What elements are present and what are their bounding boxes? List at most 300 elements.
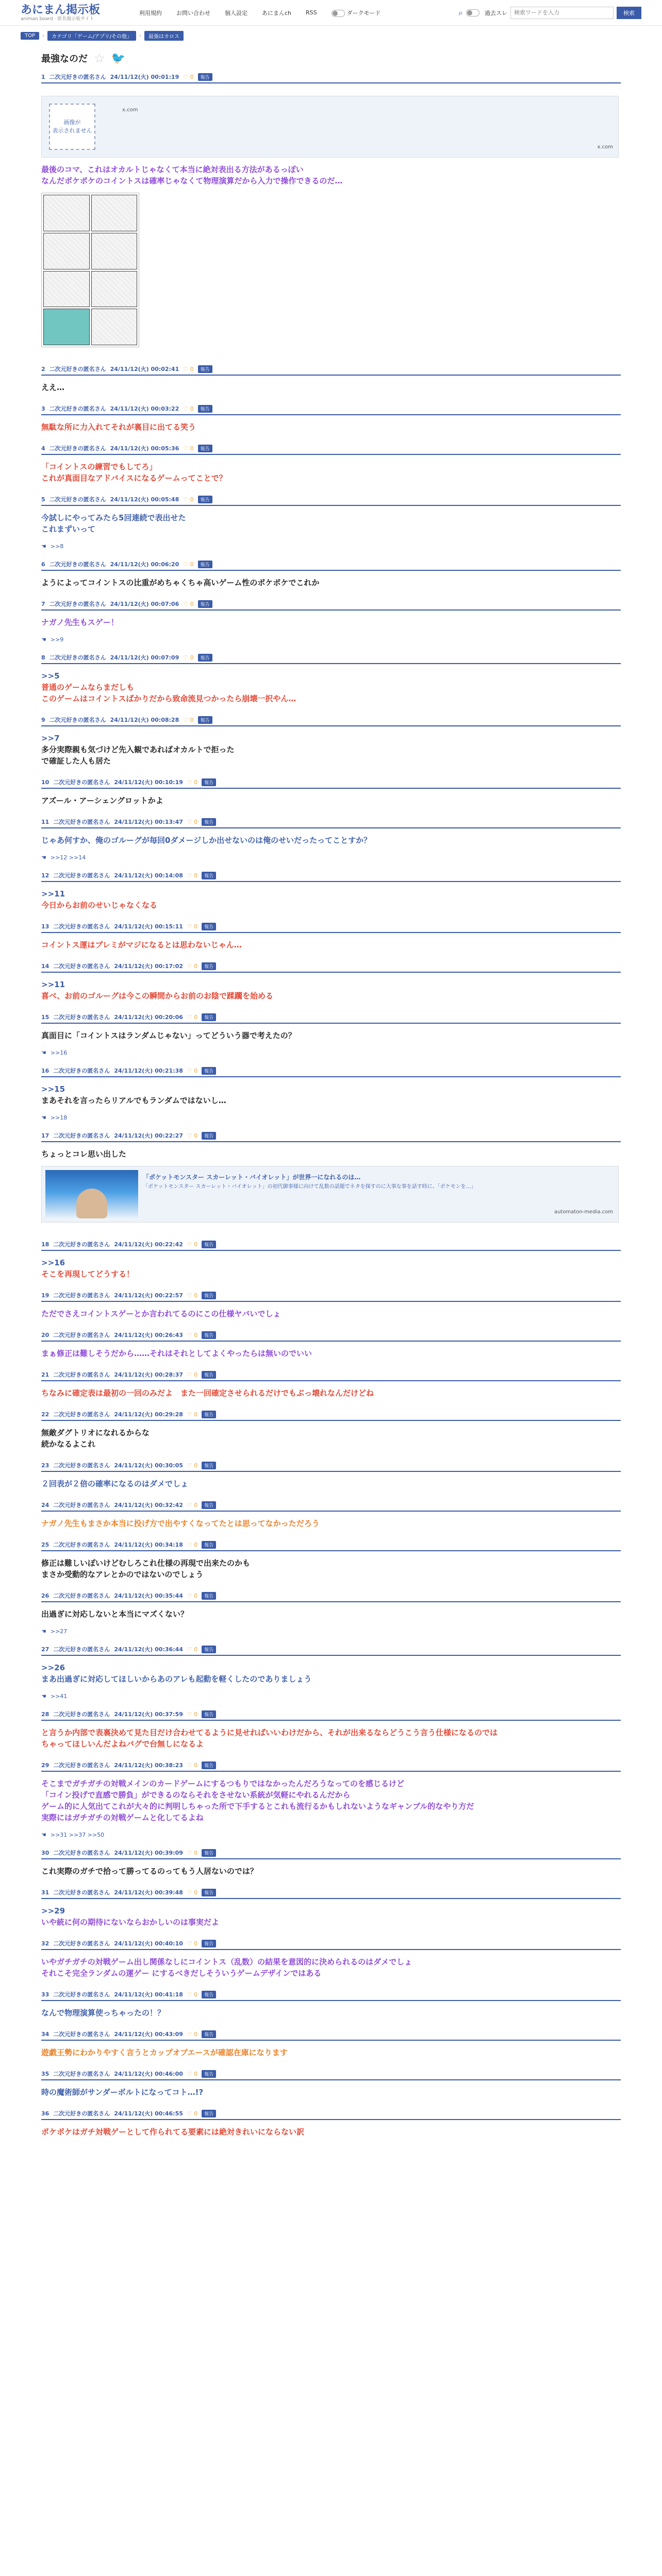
post-text: なんで物理演算使っちゃったの！？ (41, 2008, 166, 2018)
post-number[interactable]: 34 (41, 2030, 49, 2038)
post-header (41, 1131, 621, 1142)
post-number[interactable]: 8 (41, 654, 45, 661)
post-text: ポケポケはガチ対戦ゲーとして作られてる要素には絶対きれいにならない訳 (41, 2127, 305, 2137)
post-number[interactable]: 18 (41, 1241, 49, 1248)
reply-icon: ☚ (41, 1114, 46, 1121)
reply-anchor[interactable]: >>16 (41, 1258, 65, 1267)
report-button[interactable]: 報告 (202, 1889, 216, 1896)
link-card[interactable] (41, 96, 619, 158)
report-button[interactable]: 報告 (198, 561, 212, 568)
report-button[interactable]: 報告 (202, 1849, 216, 1857)
post-author: 二次元好きの匿名さん (53, 1462, 110, 1469)
like-count: 0 (194, 2110, 198, 2117)
post-text: 無駄な所に力入れてそれが裏目に出てる笑う (41, 422, 196, 432)
post-body (41, 611, 621, 634)
post-number[interactable]: 22 (41, 1411, 49, 1418)
post-body (41, 1142, 621, 1235)
post-body (41, 2120, 621, 2144)
like-count: 0 (190, 445, 194, 452)
post-number[interactable]: 36 (41, 2110, 49, 2117)
breadcrumb-thread[interactable]: 最強はカロス (144, 31, 184, 41)
like-count: 0 (194, 2030, 198, 2038)
heart-icon: ♡ (187, 1541, 192, 1548)
post-text: ナガノ先生もまさか本当に投げ方で出やすくなってたとは思ってなかっただろう (41, 1519, 320, 1528)
post-text: 真面目に「コイントスはランダムじゃない」ってどういう器で考えたの？ (41, 1031, 296, 1040)
like-button[interactable] (183, 561, 193, 568)
post-text: そこを再現してどうする！ (41, 1269, 135, 1279)
reply-links[interactable]: >>16 (50, 1049, 68, 1056)
post-body (41, 1472, 621, 1496)
report-button[interactable]: 報告 (198, 654, 212, 662)
post-date: 24/11/12(火) 00:03:22 (110, 405, 179, 412)
header-nav (139, 9, 380, 17)
past-thread-toggle[interactable] (466, 9, 479, 16)
page-title: 最強なのだ (41, 54, 88, 64)
report-button[interactable]: 報告 (202, 1241, 216, 1248)
like-button[interactable] (187, 1940, 197, 1947)
post-date: 24/11/12(火) 00:17:02 (114, 963, 183, 970)
like-count: 0 (194, 1646, 198, 1653)
post-body (41, 2001, 621, 2025)
like-count: 0 (194, 1940, 198, 1947)
manga-panel (91, 233, 138, 269)
report-button[interactable]: 報告 (202, 872, 216, 879)
post-text: アズール・アーシェングロットかよ (41, 796, 163, 805)
post-date: 24/11/12(火) 00:43:09 (114, 2031, 183, 2038)
post-date: 24/11/12(火) 00:07:09 (110, 654, 179, 661)
like-count: 0 (194, 1710, 198, 1718)
post (21, 2030, 641, 2064)
toggle-switch[interactable] (332, 10, 345, 17)
like-count: 0 (194, 1592, 198, 1599)
report-button[interactable]: 報告 (198, 73, 212, 81)
like-button[interactable] (187, 872, 197, 879)
post-number[interactable]: 1 (41, 73, 45, 80)
like-count: 0 (190, 600, 194, 607)
post-number[interactable]: 23 (41, 1462, 49, 1469)
post-body (41, 1602, 621, 1626)
report-button[interactable]: 報告 (202, 1541, 216, 1549)
post-body (41, 933, 621, 957)
post-header (41, 444, 621, 455)
post-date: 24/11/12(火) 00:36:44 (114, 1646, 183, 1653)
post-header (41, 1939, 621, 1950)
post-text: まあそれを言ったらリアルでもランダムではないし… (41, 1096, 226, 1105)
post-text: じゃあ何すか、俺のゴルーグが毎回0ダメージしか出せないのは俺のせいだったってことすか？ (41, 836, 372, 845)
post-date: 24/11/12(火) 00:13:47 (114, 819, 183, 825)
nav-rss[interactable]: RSS (306, 9, 317, 16)
like-button[interactable] (187, 819, 197, 825)
star-icon[interactable]: ☆ (94, 51, 105, 65)
site-logo[interactable] (21, 4, 124, 22)
reply-links[interactable]: >>41 (50, 1693, 68, 1700)
report-button[interactable]: 報告 (202, 923, 216, 930)
like-button[interactable] (187, 1889, 197, 1896)
like-count: 0 (190, 73, 194, 80)
post-body (41, 1950, 621, 1985)
post-text: ようによってコイントスの比重がめちゃくちゃ高いゲーム性のポケポケでこれか (41, 578, 320, 587)
post-author: 二次元好きの匿名さん (49, 561, 106, 568)
like-button[interactable] (187, 923, 197, 930)
like-button[interactable] (187, 1592, 197, 1599)
post-number[interactable]: 4 (41, 445, 45, 452)
post-header (41, 1849, 621, 1859)
post-author: 二次元好きの匿名さん (53, 1371, 110, 1378)
like-button[interactable] (187, 1411, 197, 1418)
post-number[interactable]: 10 (41, 778, 49, 786)
reply-links[interactable]: >>8 (50, 543, 64, 550)
post-date: 24/11/12(火) 00:22:42 (114, 1241, 183, 1248)
reply-anchor[interactable]: >>29 (41, 1906, 65, 1916)
card-domain: x.com (597, 144, 613, 150)
post (21, 1240, 641, 1286)
like-button[interactable] (187, 2071, 197, 2077)
post-body (41, 1342, 621, 1365)
post-text: まぁ修正は難しそうだから……それはそれとしてよくやったらは無いのでいい (41, 1349, 312, 1358)
post-number[interactable]: 6 (41, 561, 45, 568)
report-button[interactable]: 報告 (202, 1592, 216, 1600)
heart-icon: ♡ (187, 1371, 192, 1378)
nav-terms[interactable]: 利用規約 (139, 9, 162, 16)
like-button[interactable] (187, 1502, 197, 1509)
report-button[interactable]: 報告 (202, 1371, 216, 1379)
post (21, 1990, 641, 2025)
post-header (41, 653, 621, 664)
heart-icon: ♡ (187, 1761, 192, 1769)
report-button[interactable]: 報告 (198, 716, 212, 724)
post-header (41, 73, 621, 83)
post-number[interactable]: 15 (41, 1013, 49, 1021)
like-button[interactable] (187, 1371, 197, 1378)
like-button[interactable] (187, 1850, 197, 1856)
post-number[interactable]: 7 (41, 600, 45, 607)
post-author: 二次元好きの匿名さん (53, 1850, 110, 1856)
post (21, 1131, 641, 1235)
report-button[interactable]: 報告 (202, 962, 216, 970)
like-button[interactable] (187, 1646, 197, 1653)
post-header (41, 2109, 621, 2120)
post-body (41, 1899, 621, 1934)
post (21, 818, 641, 866)
post-number[interactable]: 2 (41, 365, 45, 372)
post-body (41, 83, 621, 360)
past-thread-label: 過去スレ (485, 9, 507, 16)
post-number[interactable]: 30 (41, 1849, 49, 1856)
post-date: 24/11/12(火) 00:46:55 (114, 2110, 183, 2117)
report-button[interactable]: 報告 (202, 2110, 216, 2117)
post (21, 495, 641, 555)
breadcrumb-category[interactable]: カテゴリ「ゲーム/アプリ/その他」 (47, 31, 136, 41)
like-button[interactable] (183, 654, 193, 661)
like-count: 0 (194, 1067, 198, 1074)
heart-icon: ♡ (187, 1592, 192, 1599)
like-button[interactable] (183, 717, 193, 723)
post (21, 1501, 641, 1535)
post-body (41, 1859, 621, 1883)
post-author: 二次元好きの匿名さん (53, 1067, 110, 1074)
search-icon: ⌕ (458, 7, 463, 18)
post-text: 実際にはガチガチの対戦ゲームと化してるよね (41, 1813, 204, 1822)
like-button[interactable] (187, 2031, 197, 2038)
post-author: 二次元好きの匿名さん (53, 2031, 110, 2038)
reply-links[interactable]: >>18 (50, 1114, 68, 1121)
like-count: 0 (194, 1132, 198, 1139)
post-text: 「コイントスの練習でもしてろ」 (41, 462, 157, 471)
post-body (41, 664, 621, 710)
reply-icon: ☚ (41, 543, 46, 550)
report-button[interactable]: 報告 (202, 818, 216, 826)
like-button[interactable] (187, 1711, 197, 1718)
like-button[interactable] (183, 496, 193, 503)
heart-icon: ♡ (187, 1241, 192, 1248)
reply-anchors (41, 634, 621, 648)
post-author: 二次元好きの匿名さん (53, 1132, 110, 1139)
post-number[interactable]: 24 (41, 1501, 49, 1509)
post-author: 二次元好きの匿名さん (53, 1541, 110, 1548)
report-button[interactable]: 報告 (202, 1646, 216, 1653)
post-number[interactable]: 16 (41, 1067, 49, 1074)
post-number[interactable]: 19 (41, 1292, 49, 1299)
post-text: ええ… (41, 383, 65, 392)
report-button[interactable]: 報告 (198, 365, 212, 373)
post-text: 遊戯王勢にわかりやすく言うとカップオブエースが確認在庫になります (41, 2048, 288, 2057)
post-date: 24/11/12(火) 00:05:36 (110, 445, 179, 452)
post-body (41, 2080, 621, 2104)
report-button[interactable]: 報告 (202, 1132, 216, 1140)
reply-anchor[interactable]: >>15 (41, 1084, 65, 1094)
nav-settings[interactable]: 個人設定 (225, 9, 247, 16)
post-text: これ実際のガチで拾って勝ってるのってもう人居ないのでは？ (41, 1867, 258, 1876)
like-button[interactable] (187, 2110, 197, 2117)
reply-anchor[interactable]: >>26 (41, 1663, 65, 1672)
reply-links[interactable]: >>9 (50, 636, 64, 643)
post-number[interactable]: 9 (41, 716, 45, 723)
post (21, 1066, 641, 1126)
like-button[interactable] (187, 1014, 197, 1021)
like-button[interactable] (187, 1762, 197, 1769)
reply-anchors (41, 1112, 621, 1126)
like-button[interactable] (183, 74, 193, 80)
post-text: 普通のゲームならまだしも (41, 683, 135, 692)
like-button[interactable] (187, 1462, 197, 1469)
reply-anchors (41, 1626, 621, 1640)
post-text: 時の魔術師がサンダーボルトになってコト…!? (41, 2088, 204, 2097)
post-header (41, 1645, 621, 1656)
heart-icon: ♡ (183, 716, 189, 723)
nav-animanch[interactable]: あにまんch (262, 9, 292, 16)
post-number[interactable]: 12 (41, 872, 49, 879)
like-button[interactable] (187, 1241, 197, 1248)
post (21, 600, 641, 648)
logo-subtitle: animan board · 匿名掲示板サイト (21, 16, 94, 22)
like-count: 0 (190, 561, 194, 568)
post-header (41, 1066, 621, 1077)
manga-panel (43, 309, 90, 345)
post-text: ２回表が２倍の確率になるのはダメでしょ (41, 1479, 189, 1488)
post-text: いやガチガチの対戦ゲーム出し関係なしにコイントス（乱数）の結果を意図的に決められるのはダメでしょ (41, 1957, 412, 1967)
post-author: 二次元好きの匿名さん (53, 2110, 110, 2117)
post-author: 二次元好きの匿名さん (53, 819, 110, 825)
card-domain: x.com (122, 107, 138, 113)
reply-links[interactable]: >>27 (50, 1628, 68, 1635)
like-button[interactable] (183, 445, 193, 452)
reply-anchors (41, 1047, 621, 1061)
like-button[interactable] (187, 1067, 197, 1074)
post-number[interactable]: 5 (41, 496, 45, 503)
post (21, 1591, 641, 1640)
post-number[interactable]: 35 (41, 2070, 49, 2077)
heart-icon: ♡ (183, 600, 189, 607)
embed-thumbnail (45, 1170, 138, 1219)
post-text: 「コイン投げで直感で勝負」ができるのならそれをさせない系統が気軽にやれるんだから (41, 1790, 351, 1800)
reply-anchor[interactable]: >>11 (41, 980, 65, 989)
post (21, 444, 641, 490)
like-button[interactable] (183, 405, 193, 412)
post (21, 365, 641, 399)
nav-contact[interactable]: お問い合わせ (176, 9, 210, 16)
report-button[interactable]: 報告 (202, 1761, 216, 1769)
post-date: 24/11/12(火) 00:26:43 (114, 1332, 183, 1338)
post-header (41, 1331, 621, 1342)
reply-icon: ☚ (41, 1049, 46, 1056)
post-number[interactable]: 31 (41, 1889, 49, 1896)
post-number[interactable]: 14 (41, 962, 49, 970)
report-button[interactable]: 報告 (202, 1991, 216, 1998)
reply-anchor[interactable]: >>5 (41, 671, 60, 681)
like-count: 0 (194, 962, 198, 970)
dark-mode-toggle[interactable] (332, 9, 381, 17)
post (21, 778, 641, 812)
reply-icon: ☚ (41, 1628, 46, 1635)
report-button[interactable]: 報告 (202, 1013, 216, 1021)
post-number[interactable]: 20 (41, 1331, 49, 1338)
post-number[interactable]: 13 (41, 923, 49, 930)
post-author: 二次元好きの匿名さん (53, 1332, 110, 1338)
like-button[interactable] (183, 366, 193, 372)
heart-icon: ♡ (187, 2030, 192, 2038)
post-text: そこまでガチガチの対戦メインのカードゲームにするつもりではなかったんだろうなってのを感じるけど (41, 1779, 404, 1788)
reply-anchor[interactable]: >>11 (41, 889, 65, 899)
post-body (41, 1421, 621, 1456)
post-date: 24/11/12(火) 00:40:10 (114, 1940, 183, 1947)
post-author: 二次元好きの匿名さん (49, 405, 106, 412)
like-button[interactable] (187, 963, 197, 970)
like-button[interactable] (187, 779, 197, 786)
like-button[interactable] (187, 1991, 197, 1998)
reply-links[interactable]: >>31 >>37 >>50 (50, 1832, 105, 1838)
post-number[interactable]: 11 (41, 818, 49, 825)
like-button[interactable] (187, 1332, 197, 1338)
report-button[interactable]: 報告 (202, 778, 216, 786)
post-number[interactable]: 26 (41, 1592, 49, 1599)
post-author: 二次元好きの匿名さん (53, 1592, 110, 1599)
post-author: 二次元好きの匿名さん (49, 366, 106, 372)
post-number[interactable]: 27 (41, 1646, 49, 1653)
post-header (41, 871, 621, 882)
post-date: 24/11/12(火) 00:30:05 (114, 1462, 183, 1469)
post-number[interactable]: 17 (41, 1132, 49, 1139)
heart-icon: ♡ (187, 872, 192, 879)
search-button[interactable]: 検索 (617, 7, 641, 19)
report-button[interactable]: 報告 (198, 445, 212, 452)
manga-image[interactable] (41, 193, 139, 347)
post-number[interactable]: 25 (41, 1541, 49, 1548)
like-button[interactable] (187, 1541, 197, 1548)
post-number[interactable]: 33 (41, 1991, 49, 1998)
post-author: 二次元好きの匿名さん (53, 1762, 110, 1769)
report-button[interactable]: 報告 (202, 1331, 216, 1339)
reply-anchors (41, 1829, 621, 1843)
report-button[interactable]: 報告 (202, 1940, 216, 1947)
post (21, 1410, 641, 1456)
report-button[interactable]: 報告 (198, 405, 212, 413)
post-author: 二次元好きの匿名さん (53, 2071, 110, 2077)
post-date: 24/11/12(火) 00:06:20 (110, 561, 179, 568)
reply-anchors (41, 541, 621, 555)
report-button[interactable]: 報告 (198, 600, 212, 608)
logo-text[interactable]: あにまん掲示板 (21, 3, 101, 16)
like-count: 0 (194, 1991, 198, 1998)
post-number[interactable]: 3 (41, 405, 45, 412)
report-button[interactable]: 報告 (202, 1462, 216, 1469)
post-body (41, 415, 621, 439)
like-count: 0 (194, 1462, 198, 1469)
post-header (41, 1291, 621, 1302)
report-button[interactable]: 報告 (202, 1067, 216, 1075)
heart-icon: ♡ (183, 405, 189, 412)
post-date: 24/11/12(火) 00:07:06 (110, 601, 179, 607)
post-number[interactable]: 28 (41, 1710, 49, 1718)
post-number[interactable]: 32 (41, 1940, 49, 1947)
report-button[interactable]: 報告 (202, 2030, 216, 2038)
post-header (41, 1591, 621, 1602)
heart-icon: ♡ (187, 1710, 192, 1718)
heart-icon: ♡ (187, 1501, 192, 1509)
reply-anchor[interactable]: >>7 (41, 734, 60, 743)
report-button[interactable]: 報告 (198, 496, 212, 503)
twitter-icon[interactable]: 🐦 (111, 52, 125, 65)
post-text: このゲームはコイントスばかりだから致命流見つかったら崩壊一択やん… (41, 694, 296, 703)
like-button[interactable] (187, 1132, 197, 1139)
post-text: ちなみに確定表は最初の一回のみだよ また一回確定させられるだけでもぶっ壊れなんだけどね (41, 1388, 374, 1398)
post-header (41, 1461, 621, 1472)
like-button[interactable] (183, 601, 193, 607)
post-body (41, 1551, 621, 1586)
embed-description: 「ポケットモンスター スカーレット・バイオレット」の初代御事様に向けて乱数の話題でネタを探すのに大事な事を話す時に、「ポケモンを…」 (143, 1184, 476, 1190)
like-count: 0 (194, 1241, 198, 1248)
post-number[interactable]: 29 (41, 1761, 49, 1769)
post-date: 24/11/12(火) 00:20:06 (114, 1014, 183, 1021)
like-count: 0 (190, 654, 194, 661)
post-header (41, 818, 621, 828)
reply-icon: ☚ (41, 1832, 46, 1838)
heart-icon: ♡ (187, 962, 192, 970)
post-author: 二次元好きの匿名さん (53, 923, 110, 930)
like-button[interactable] (187, 1292, 197, 1299)
report-button[interactable]: 報告 (202, 1292, 216, 1299)
search-input[interactable] (510, 7, 614, 19)
report-button[interactable]: 報告 (202, 2070, 216, 2078)
post-date: 24/11/12(火) 00:39:48 (114, 1889, 183, 1896)
report-button[interactable]: 報告 (202, 1501, 216, 1509)
report-button[interactable]: 報告 (202, 1411, 216, 1418)
post-author: 二次元好きの匿名さん (53, 1940, 110, 1947)
report-button[interactable]: 報告 (202, 1710, 216, 1718)
post-number[interactable]: 21 (41, 1371, 49, 1378)
embed-card[interactable] (41, 1166, 619, 1223)
reply-links[interactable]: >>12 >>14 (50, 854, 86, 861)
breadcrumb-top[interactable]: TOP (21, 32, 39, 40)
